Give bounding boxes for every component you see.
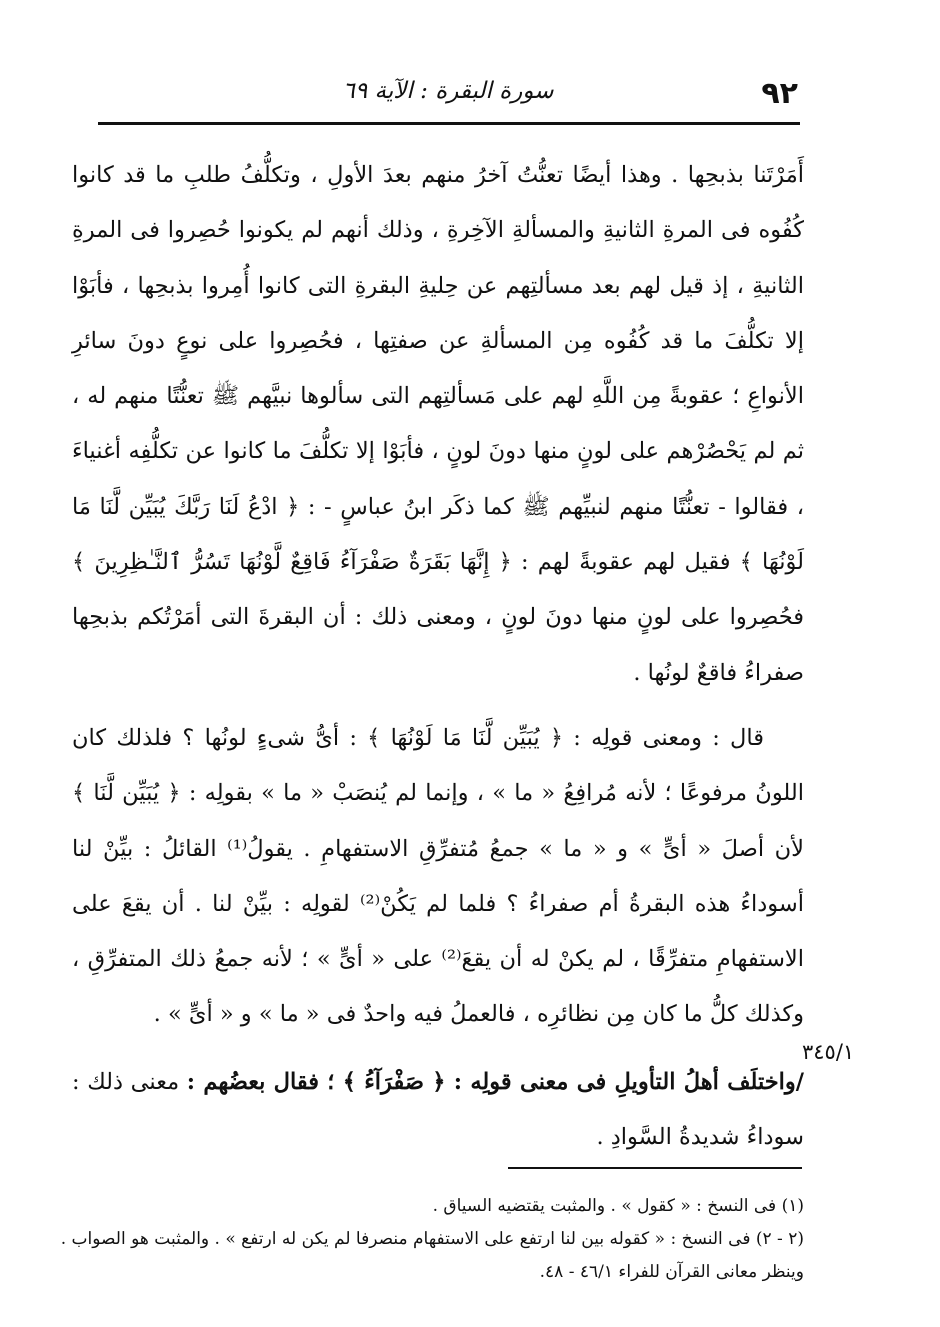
- footnote-2: (٢ - ٢) فى النسخ : « كقوله بين لنا ارتفع على الاستفهام منصرفا لم يكن له ارتفع » . والمثبت هو الصواب .: [60, 1229, 804, 1249]
- main-text: [72, 148, 804, 1165]
- footnote-3: وينظر معانى القرآن للفراء ٤٦/١ - ٤٨.: [539, 1262, 804, 1282]
- header-divider: [98, 122, 800, 125]
- paragraph-3: [72, 1055, 804, 1166]
- paragraph-3-text: معنى ذلك : سوداءُ شديدةُ السَّوادِ .: [72, 1068, 804, 1151]
- paragraph-1: أَمَرْتَنا بذبحِها . وهذا أيضًا تعنُّتُ آخرُ منهم بعدَ الأولِ ، وتكلُّفُ طلبِ ما قد كانوا كُفُوه فى المرةِ الثانيةِ والمسألةِ الآخِرةِ ، وذلك أنهم لم يكونوا حُصِروا فى المرةِ الثانيةِ ، إذ قيل لهم بعد مسألتِهم عن حِليةِ البقرةِ التى كانوا أُمِروا بذبحِها ، فأبَوْا إلا تكلُّفَ ما قد كُفُوه مِن المسألةِ عن صفتِها ، فحُصِروا على نوعٍ دونَ سائرِ الأنواعِ ؛ عقوبةً مِن اللَّهِ لهم على مَسألتِهم التى سألوها نبيَّهم ﷺ تعنُّتًا منهم له ، ثم لم يَحْصُرْهم على لونٍ منها دونَ لونٍ ، فأبَوْا إلا تكلُّفَ ما كانوا عن تكلُّفِه أغنياءَ ، فقالوا - تعنُّتًا منهم لنبيِّهم ﷺ كما ذكَر ابنُ عباسٍ - : ﴿ ادْعُ لَنَا رَبَّكَ يُبَيِّن لَّنَا مَا لَوْنُهَا ﴾ فقيل لهم عقوبةً لهم : ﴿ إِنَّهَا بَقَرَةٌ صَفْرَآءُ فَاقِعٌ لَّوْنُهَا تَسُرُّ ٱلنَّـٰظِرِينَ ﴾ فحُصِروا على لونٍ منها دونَ لونٍ ، ومعنى ذلك : أن البقرةَ التى أمَرْتُكم بذبحِها صفراءُ فاقعٌ لونُها .: [72, 162, 804, 686]
- margin-page-reference: ٣٤٥/١: [802, 1040, 855, 1064]
- footnotes: [60, 1190, 804, 1289]
- running-title: سورة البقرة : الآية ٦٩: [342, 78, 554, 104]
- paragraph-2: قال : ومعنى قولِه : ﴿ يُبَيِّن لَّنَا مَا لَوْنُهَا ﴾ : أىُّ شىءٍ لونُها ؟ فلذلك كان اللونُ مرفوعًا ؛ لأنه مُرافِعُ « ما » ، وإنما لم يُنصَبْ « ما » بقولِه : ﴿ يُبَيِّن لَّنَا ﴾ لأن أصلَ « أىٍّ » و « ما » جمعُ مُتفرِّقِ الاستفهامِ . يقولُ⁽¹⁾ القائلُ : بيِّنْ لنا أسوداءُ هذه البقرةُ أم صفراءُ ؟ فلما لم يَكُنْ⁽²⁾ لقولِه : بيِّنْ لنا . أن يقعَ على الاستفهامِ متفرِّقًا ، لم يكنْ له أن يقعَ⁽²⁾ على « أىٍّ » ؛ لأنه جمعُ ذلك المتفرِّقِ ، وكذلك كلُّ ما كان مِن نظائرِه ، فالعملُ فيه واحدٌ فى « ما » و « أىٍّ » .: [72, 724, 805, 1028]
- paragraph-3-heading: /واختلَف أهلُ التأويلِ فى معنى قولِه : ﴿ صَفْرَآءُ ﴾ ؛ فقال بعضُهم :: [186, 1068, 804, 1095]
- footnote-1: (١) فى النسخ : « كقول » . والمثبت يقتضيه السياق .: [432, 1196, 804, 1216]
- page-header: [98, 70, 798, 120]
- page-number: ٩٢: [761, 76, 798, 111]
- footnote-divider: [508, 1167, 802, 1169]
